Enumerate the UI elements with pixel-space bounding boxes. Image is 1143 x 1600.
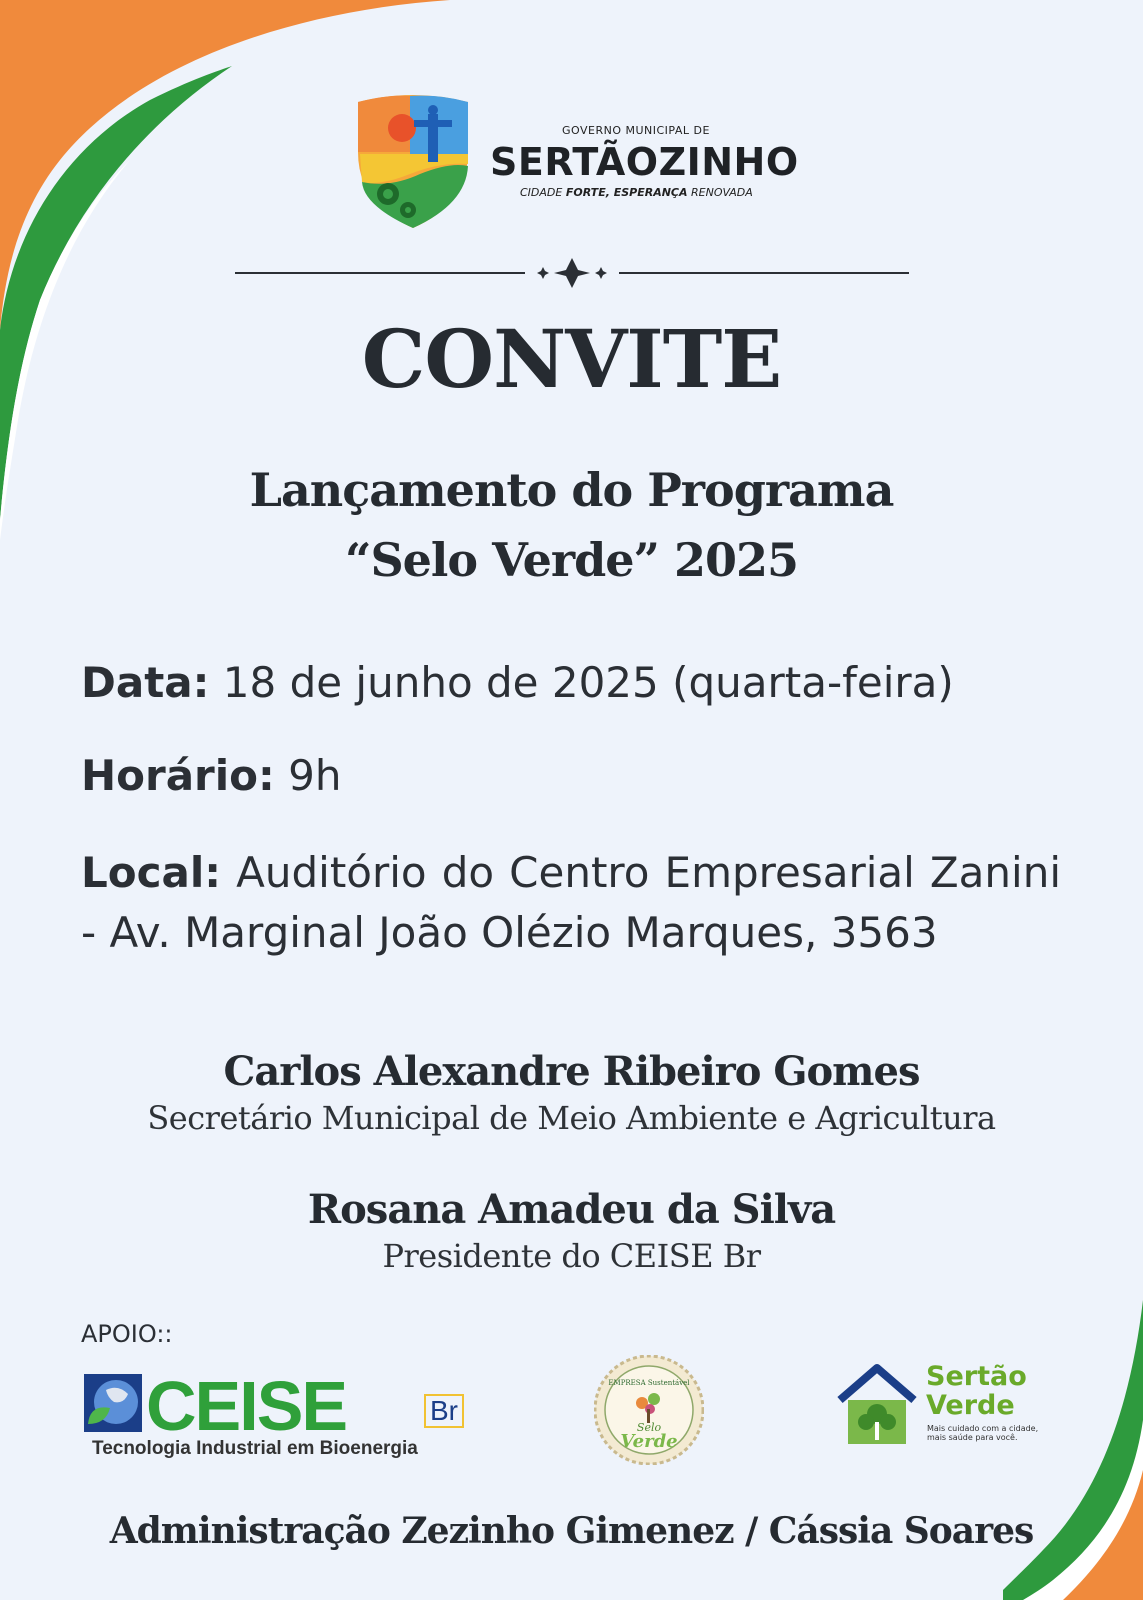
house-tree-icon: [836, 1364, 918, 1448]
host-2-name: Rosana Amadeu da Silva: [307, 1186, 836, 1233]
host-2: [0, 1186, 1143, 1275]
host-1-role: Secretário Municipal de Meio Ambiente e Agricultura: [147, 1099, 996, 1137]
administration-footer: Administração Zezinho Gimenez / Cássia Soares: [109, 1510, 1034, 1552]
sertaozinho-crest-icon: [350, 92, 476, 230]
date-value: 18 de junho de 2025 (quarta-feira): [209, 658, 954, 707]
municipal-logo: [350, 92, 800, 232]
seal-mid-text: Selo: [636, 1421, 662, 1434]
event-time: [81, 751, 1061, 800]
ceise-br-tag: Br: [424, 1394, 464, 1428]
sertao-verde-slogan: Mais cuidado com a cidade, mais saúde para você.: [927, 1424, 1039, 1442]
logo-tagline: CIDADE FORTE, ESPERANÇA RENOVADA: [520, 186, 753, 199]
ornamental-divider: [235, 258, 909, 288]
logo-city-name: SERTÃOZINHO: [490, 140, 799, 184]
event-date: [81, 658, 1061, 707]
location-value: Auditório do Centro Empresarial Zanini - Av. Marginal João Olézio Marques, 3563: [81, 848, 1061, 957]
date-label: Data:: [81, 658, 210, 707]
host-2-role: Presidente do CEISE Br: [382, 1237, 761, 1275]
page-title: CONVITE: [361, 312, 782, 406]
host-1: [0, 1048, 1143, 1137]
subtitle-line-1: Lançamento do Programa: [249, 463, 894, 517]
event-location: [81, 843, 1061, 963]
host-1-name: Carlos Alexandre Ribeiro Gomes: [223, 1048, 920, 1095]
subtitle-line-2: “Selo Verde” 2025: [344, 533, 799, 587]
time-value: 9h: [274, 751, 342, 800]
seal-top-text: EMPRESA Sustentável: [608, 1379, 690, 1387]
seal-main-text: Verde: [620, 1431, 678, 1452]
ceise-name: CEISE: [146, 1367, 347, 1445]
support-label: APOIO::: [81, 1320, 173, 1348]
ceise-subtitle: Tecnologia Industrial em Bioenergia: [92, 1438, 418, 1459]
sertao-verde-name: Sertão Verde: [926, 1361, 1027, 1421]
selo-verde-seal: [594, 1355, 704, 1465]
time-label: Horário:: [81, 751, 275, 800]
ceise-logo: [84, 1367, 484, 1460]
globe-leaf-icon: [84, 1374, 142, 1432]
location-label: Local:: [81, 848, 222, 897]
logo-government-label: GOVERNO MUNICIPAL DE: [562, 124, 710, 137]
sertao-verde-logo: [836, 1361, 1056, 1454]
event-subtitle: [0, 455, 1143, 595]
